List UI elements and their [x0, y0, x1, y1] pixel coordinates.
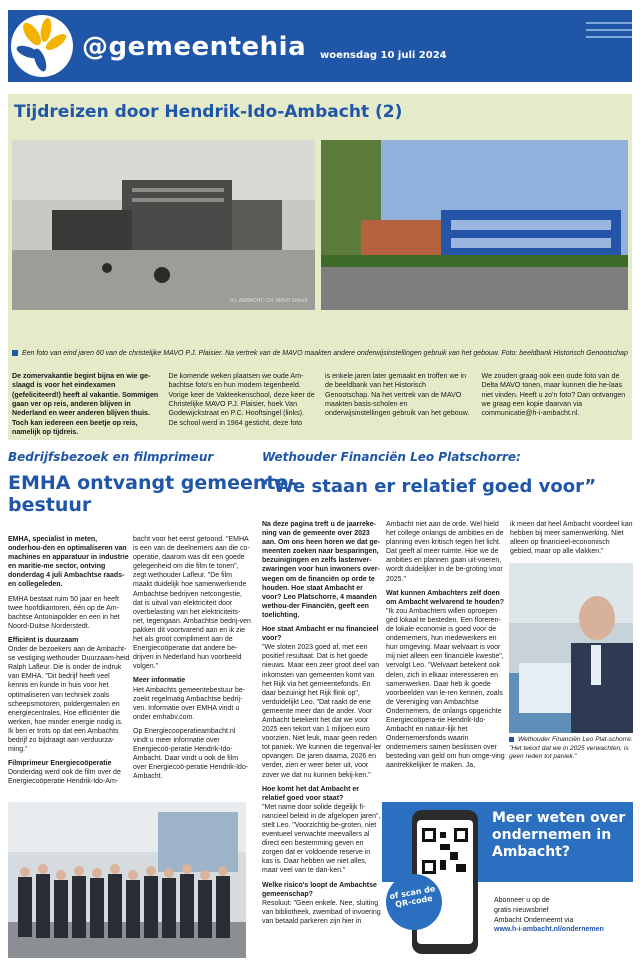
hero-column: De komende weken plaatsen we oude Am-bachtse foto's en hun modern tegenbeeld. Vorige keer de Vakteekenschool, deze keer de Christelijke MAVO P.J. Plaisier, hoek Van Godewijckstraat en P.C. Hooftsingel (links). De school werd in 1964 gesticht, deze foto [168, 372, 315, 427]
newsletter-ad[interactable] [382, 802, 633, 958]
masthead-title: @gemeentehia [82, 32, 307, 62]
hero-columns [12, 372, 628, 438]
left-article-headline: EMHA ontvangt gemeente- bestuur [8, 472, 297, 516]
masthead-stripes-icon [586, 22, 632, 46]
hero-title: Tijdreizen door Hendrik-Ido-Ambacht (2) [14, 102, 403, 122]
ad-body: Abonneer u op de gratis nieuwsbrief Ambacht Onderneemt via www.h-i-ambacht.nl/ondernemen [494, 896, 630, 935]
masthead-date: woensdag 10 juli 2024 [320, 50, 447, 61]
photo-wethouder-caption: Wethouder Financiën Leo Plat-schorre: "Het tekort dat we in 2025 verwachten, is geen reden tot paniek." [509, 736, 633, 761]
left-article-kicker: Bedrijfsbezoek en filmprimeur [8, 450, 214, 464]
hero-column: De zomervakantie begint bijna en wie ge-slaagd is voor het eindexamen (gefeliciteerd!) heeft al vakantie. Sommigen gaan ver op reis, anderen blijven in Nederland en weer anderen blijven thuis. Toch kan iedereen een beetje op reis, namelijk op tijdreis. [12, 372, 159, 437]
hero-column: We zouden graag ook een oude foto van de Delta MAVO tonen, maar kunnen die he-laas niet vinden. Heeft u zo'n foto? Dan ontvangen we graag een kopie daarvan via communicatie@h-i-ambacht.nl. [481, 372, 626, 418]
hero-caption: Een foto van eind jaren 60 van de christelijke MAVO P.J. Plaisier. Na vertrek van de MAVO maakten andere onderwijsinstellingen gebruik van het gebouw. Foto: beeldbank Historisch Genootschap [12, 350, 628, 357]
right-article-col2: Ambacht niet aan de orde. Wel hield het college onlangs de ambities en de planning even kritisch tegen het licht. Dat geeft al meer ruimte. Hoe we de ambities en plannen gaan uit-voeren, wordt duidelijker in de be-groting voor 2025." Wat kunnen Ambachters zelf doen om Ambacht welvarend te houden? "Ik zou Ambachters willen oproepen gèd lokaal te besteden. Een floreren-de lokale economie is goed voor de ondernemers, hun medewerkers en hun omgeving. Maar welvaart is voor mij niet alleen een financiële kwestie", vervolgt Leo. "Welvaart betekent ook delen, zich in elkaar interesseren en samenwerken. Daar heb ik goede voorbeelden van le-ren kennen, zoals de Vereniging van Ambachtse Ondernemers, de onlangs opgerichte Energiecoöpera-tie Hendrik-Ido-Ambacht en natuur-lijk het Ondernemersfonds waarin ondernemers samen beslissen over besteding van geld om hun omge-ving aantrekkelijker te maken. Ja, [386, 521, 505, 770]
right-article-col3: ik meen dat heel Ambacht voordeel kan hebben bij meer samenwerking. Niet alleen op financieel-economisch gebied, maar op alle vlakken." [510, 521, 633, 556]
left-article-col2: bacht voor het eerst getoond. "EMHA is een van de deelnemers aan die co-operatie, daarom was dit een goede gelegenheid om die film te tonen", zegt wethouder Lafleur. "De film maakt duidelijk hoe samenwerkende Ambachtse bedrijven netcongestie, dat is uitval van elektriciteit door overbelasting van het elektriciteits-net, tegengaan. Ambachtse bedrij-ven pakken dit voortvarend aan en ik zie het als groot compliment aan de Energiecoöperatie dat andere be-drijven in Nederland hun voorbeeld volgen." Meer informatie Het Ambachts gemeentebestuur be-zoekt regelmatig Ambachtse bedrij-ven. Informatie over EMHA vindt u onder emhabv.com. Op Energiecooperatieambacht.nl vindt u meer informatie over Energiecoö-peratie Hendrik-Ido-Ambacht. Daar vindt u ook de film over Energiecoö-peratie Hendrik-Ido-Ambacht. [133, 536, 251, 781]
old-photo-label: H.I. AMBACHT, Chr. MAVO School [229, 298, 307, 304]
photo-old-school [12, 140, 315, 310]
right-article-kicker: Wethouder Financiën Leo Platschorre: [262, 450, 521, 464]
right-article-col1: Na deze pagina treft u de jaarreke-ning van de gemeente over 2023 aan. Om ons heen horen we dat ge-meenten zoeken naar besparingen, bezuinigingen en zelfs lastenver-zwaringen voor hun inwoners over-wegen om de financiën op orde te houden. Hoe staat Ambacht er voor? Leo Platschorre, 4 maanden wethou-der Financiën, geeft een toelichting. Hoe staat Ambacht er nu financieel voor? "We sloten 2023 goed af, met een positief resultaat. Dat is het goede nieuws. Maar een zeer groot deel van inkomsten van gemeenten komt van het Rijk via het gemeentefonds. En daar bezuinigt het Rijk flink op", verduidelijkt Leo. "Dat raakt de ene gemeente meer dan de ander. Voor Ambacht betekent het dat we voor 2025 een tekort van 1 miljoen euro voorzien. Niet leuk, maar geen reden tot paniek. We kunnen die tegenval-ler opvangen. De jaren daarna, 2026 en verder, zien er weer beter uit, voor zover we dat nu kunnen bekij-ken." Hoe komt het dat Ambacht er relatief goed voor staat? "Met name door solide degelijk fi-nancieel beleid in de afgelopen jaren", stelt Leo. "Voorzichtig be-groten, niet eventueel verwachte meevallers al direct een bestemming geven en zorgen dat er voldoende reserve in kas is. Daar hebben we niet alles, maar veel van te dan-ken." Welke risico's loopt de Ambachtse gemeenschap? Resoluut: "Geen enkele. Nee, sluiting van bibliotheek, zwembad of invoering van betaald parkeren zijn hier in [262, 521, 382, 925]
photo-group-visit [8, 802, 246, 958]
ad-url-link[interactable]: www.h-i-ambacht.nl/ondernemen [494, 926, 604, 934]
left-article-col1: EMHA, specialist in meten, onderhou-den en optimaliseren van machines en apparatuur in industrie en maritie-me sector, ontving donderdag 4 juli Ambachtse raads- en collegeleden. EMHA bestaat ruim 50 jaar en heeft twee hoofdkantoren, één op de Am-bachtse Antoniapolder en een in het Noord-Duitse Norderstedt. Efficiënt is duurzaam Onder de bezoekers aan de Ambacht-se vestiging wethouder Duurzaam-heid Ralph Lafleur. Die is onder de indruk van EMHA. "Dit bedrijf heeft veel kennis en kunde in huis voor het optimaliseren van techniek zoals scheepsmotoren, poldergemalen en energiecentrales. Hoe efficiënter die werken, hoe minder energie nodig is. Ik ben er trots op dat een Ambachts bedrijf zo bijdraagt aan verduurza-ming." Filmprimeur Energiecoöperatie Donderdag werd ook de film over de Energiecoöperatie Hendrik-Ido-Am- [8, 536, 130, 786]
right-article-headline: “We staan er relatief goed voor” [262, 476, 597, 497]
caption-square-icon [509, 737, 514, 742]
masthead [0, 0, 640, 92]
municipality-logo-icon [10, 14, 74, 78]
caption-square-icon [12, 350, 18, 356]
photo-new-school [321, 140, 628, 310]
hero-column: is enkele jaren later gemaakt en troffen we in de beeldbank van het Historisch Genootschap. Na het vertrek van de MAVO maakten basis-scholen en onderwijsinstellingen gebruik van het gebouw. [325, 372, 470, 418]
qr-badge: of scan de QR-code [382, 870, 446, 935]
hero-section [8, 94, 632, 440]
photo-wethouder [509, 563, 633, 733]
ad-title: Meer weten over ondernemen in Ambacht? [492, 810, 626, 860]
